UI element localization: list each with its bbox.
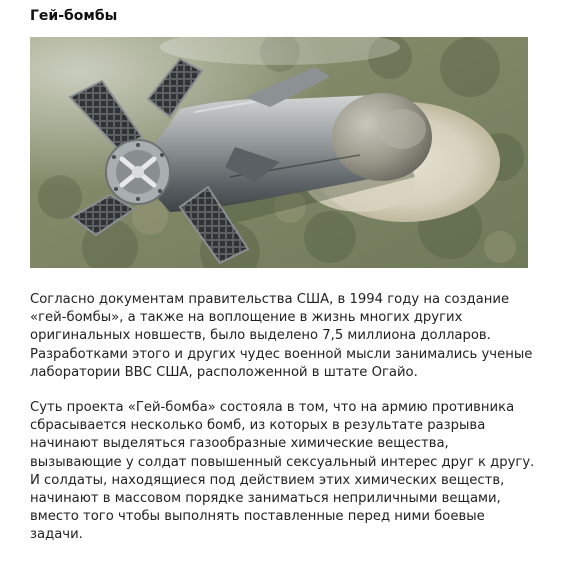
- article-paragraph: Согласно документам правительства США, в 1994 году на создание «гей-бомбы», а также на воплощение в жизнь многих других оригинальных новшеств, было выделено 7,5 миллиона долларов. Разработками этого и других чудес военной мысли занимались ученые лаборатории ВВС США, расположенной в штате Огайо.: [30, 292, 533, 380]
- article-image: [30, 37, 528, 268]
- article-body: [30, 291, 540, 562]
- article-title: Гей-бомбы: [30, 8, 118, 24]
- article-paragraph: Суть проекта «Гей-бомба» состояла в том, что на армию противника сбрасывается несколько бомб, из которых в результате разрыва начинают выделяться газообразные химические вещества, вызывающие у солдат повышенный сексуальный интерес друг к другу. И солдаты, находящиеся под действием этих химических веществ, начинают в массовом порядке заниматься неприличными вещами, вместо того чтобы выполнять поставленные перед ними боевые задачи.: [30, 400, 535, 543]
- bomb-photo: [30, 37, 528, 268]
